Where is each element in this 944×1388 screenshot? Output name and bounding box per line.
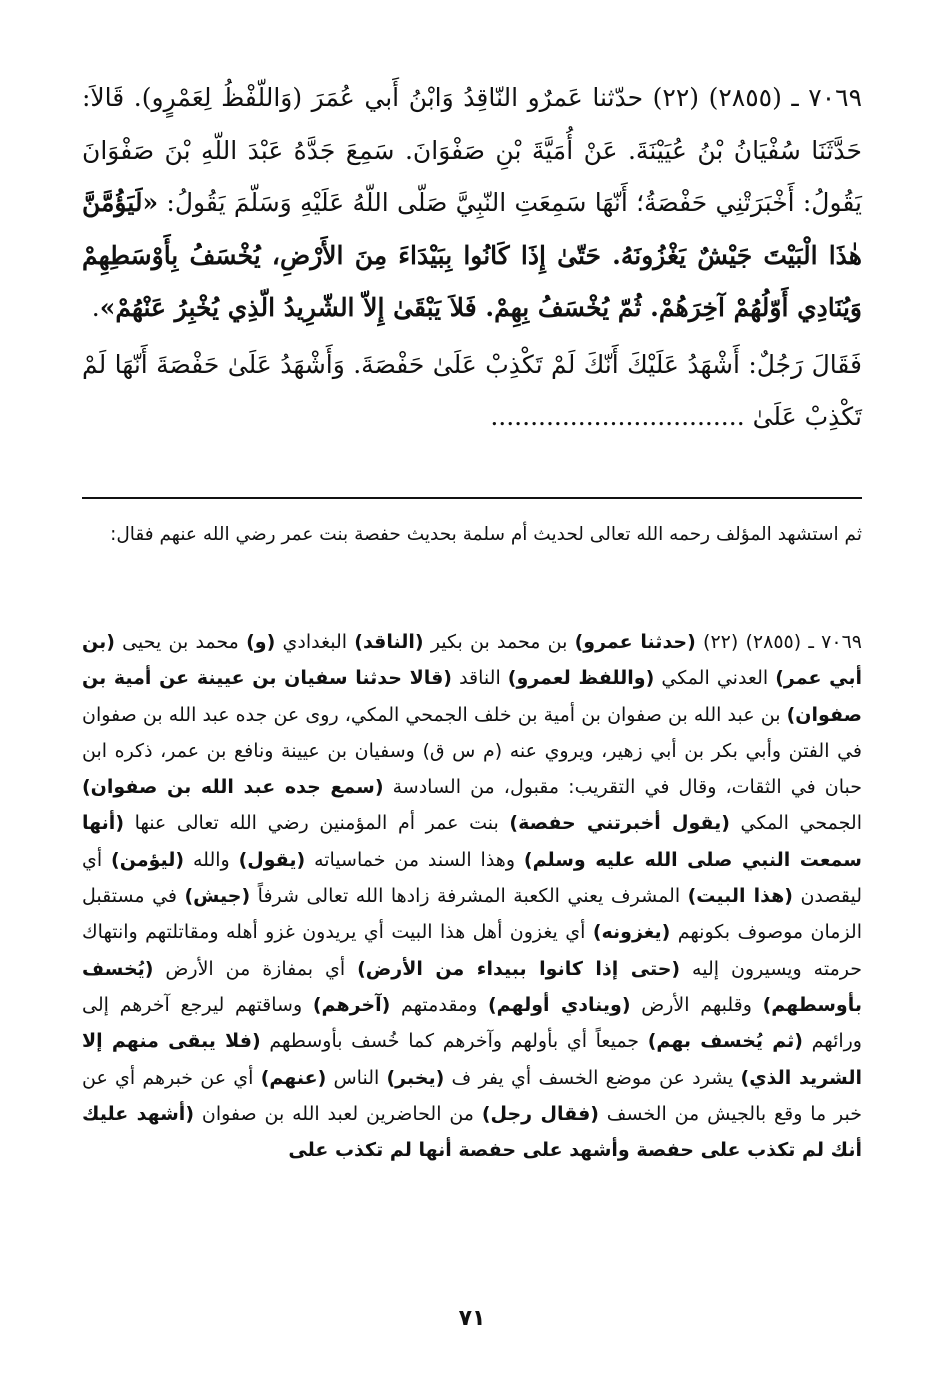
commentary-segment: وهذا السند من خماسياته <box>305 848 524 871</box>
commentary-quoted-segment: (واللفظ لعمرو) <box>507 667 655 690</box>
commentary-quoted-segment: (قالا حدثنا سفيان بن عيينة عن أمية بن صفوان) <box>82 667 862 726</box>
commentary-segment: بن عبد الله بن صفوان بن أمية بن خلف الجمحي المكي، روى عن جده عبد الله بن صفوان في الفتن وأبي بكر بن أبي زهير، ويروي عنه (م س ق) وسفيان بن عيينة ونافع بن عمر، ذكره ابن حبان في الثقات، وقال في التقريب: مقبول، من السادسة <box>82 703 862 799</box>
commentary-segment: أي يغزون أهل هذا البيت أي يريدون غزو أهله ومقاتلتهم وانتهاك حرمته ويسيرون إليه <box>82 921 862 980</box>
commentary-segment: الناس <box>326 1066 387 1089</box>
commentary-segment: جميعاً أي بأولهم وآخرهم كما خُسف بأوسطهم <box>260 1030 648 1053</box>
hadith-chain: ٧٠٦٩ ـ (٢٨٥٥) (٢٢) حدّثنا عَمرٌو النّاقِدُ وَابْنُ أَبي عُمَرَ (وَاللّفْظُ لِعَمْرٍو). قَالاَ: حَدَّثَنَا سُفْيَانُ بْنُ عُيَيْنَةَ. عَنْ أُمَيَّةَ بْنِ صَفْوَانَ. سَمِعَ جَدَّهُ عَبْدَ اللّهِ بْنَ صَفْوَانَ يَقُولُ: أَخْبَرَتْنِي حَفْصَةُ؛ أَنّهَا سَمِعَتِ النّبِيَّ صَلّى اللّهُ عَلَيْهِ وَسَلّمَ يَقُولُ: <box>82 83 862 217</box>
commentary-segment: أي بمفازة من الأرض <box>153 957 358 980</box>
commentary-quoted-segment: (ثم يُخسف بهم) <box>647 1030 803 1053</box>
commentary-segment: بنت عمر أم المؤمنين رضي الله تعالى عنها <box>124 812 510 835</box>
page-number: ٧١ <box>458 1306 486 1331</box>
commentary-segment: الجمحي المكي <box>729 812 862 835</box>
hadith-paragraph-2: فَقَالَ رَجُلٌ: أَشْهَدُ عَلَيْكَ أَنّكَ لَمْ تَكْذِبْ عَلَىٰ حَفْصَةَ. وَأَشْهَدُ عَلَىٰ حَفْصَةَ أَنّهَا لَمْ تَكْذِبْ عَلَىٰ ................................ <box>82 349 862 431</box>
commentary-segment: أي ليقصدن <box>82 848 863 908</box>
commentary-segment: الناقد <box>452 667 508 690</box>
commentary-quoted-segment: (أنها سمعت النبي صلى الله عليه وسلم) <box>82 812 862 871</box>
commentary-segment: المشرف يعني الكعبة المشرفة زادها الله تعالى شرفاً <box>250 885 688 908</box>
commentary-quoted-segment: (يغزونه) <box>592 921 671 944</box>
commentary-segment: محمد بن يحيى <box>114 631 247 653</box>
commentary-quoted-segment: (يُخسف بأوسطهم) <box>82 957 862 1016</box>
commentary-quoted-segment: (حتى إذا كانوا ببيداء من الأرض) <box>357 957 681 980</box>
commentary-segment: البغدادي <box>275 631 355 653</box>
commentary-segment: وقلبهم الأرض <box>630 993 763 1016</box>
commentary-segment: ومقدمتهم <box>390 993 488 1016</box>
commentary-quoted-segment: (فلا يبقى منهم إلا الشريد الذي) <box>82 1030 862 1089</box>
commentary-text <box>82 624 862 1168</box>
commentary-quoted-segment: (يقول أخبرتني حفصة) <box>509 812 730 835</box>
commentary-quoted-segment: (ليؤمن) <box>111 848 185 871</box>
commentary-segment: بن محمد بن بكير <box>423 631 575 653</box>
commentary-quoted-segment: (هذا البيت) <box>687 885 793 908</box>
commentary-quoted-segment: (فقال رجل) <box>481 1102 599 1125</box>
commentary-quoted-segment: (بن أبي عمر) <box>82 631 862 690</box>
hadith-text <box>82 72 862 444</box>
commentary-quoted-segment: (يخبر) <box>386 1066 445 1089</box>
commentary-quoted-segment: (سمع جده عبد الله بن صفوان) <box>82 776 384 799</box>
commentary-quoted-segment: (جيش) <box>184 885 251 908</box>
commentary-segment: من الحاضرين لعبد الله بن صفوان <box>194 1102 482 1125</box>
commentary-quoted-segment: (عنهم) <box>260 1066 327 1089</box>
commentary-quoted-segment: (و) <box>246 631 276 653</box>
hadith-paragraph-1 <box>82 72 862 335</box>
footnote-divider <box>82 497 862 499</box>
commentary-quoted-segment: (وينادي أولهم) <box>487 993 631 1016</box>
commentary-quoted-segment: (أشهد عليك أنك لم تكذب على حفصة وأشهد على حفصة أنها لم تكذب على <box>82 1102 862 1162</box>
commentary-segment: العدني المكي <box>654 667 776 690</box>
commentary-segment: في مستقبل الزمان موصوف بكونهم <box>82 885 862 944</box>
commentary-quoted-segment: (آخرهم) <box>312 993 391 1016</box>
commentary-segment: يشرد عن موضع الخسف أي يفر ف <box>444 1066 741 1089</box>
commentary-intro: ثم استشهد المؤلف رحمه الله تعالى لحديث أم سلمة بحديث حفصة بنت عمر رضي الله عنهم فقال: <box>110 524 862 545</box>
commentary-segment: وساقتهم ليرجع آخرهم إلى ورائهم <box>82 993 862 1053</box>
hadith-saying: «لَيَؤُمَّنَّ هٰذَا الْبَيْتَ جَيْشٌ يَغْزُونَهُ. حَتّىٰ إِذَا كَانُوا بِبَيْدَاءَ مِنَ الأَرْضِ، يُخْسَفُ بِأَوْسَطِهِمْ وَيُنَادِي أَوّلُهُمْ آخِرَهُمْ. ثُمّ يُخْسَفُ بِهِمْ. فَلاَ يَبْقَىٰ إِلاّ الشّرِيدُ الّذِي يُخْبِرُ عَنْهُمْ» <box>82 188 862 322</box>
commentary-segment: أي عن خبرهم أي عن خبر ما وقع بالجيش من الخسف <box>82 1066 863 1125</box>
commentary-segment: ٧٠٦٩ ـ (٢٨٥٥) (٢٢) <box>695 631 862 653</box>
commentary-quoted-segment: (الناقد) <box>354 631 424 653</box>
hadith-end-mark: . <box>91 293 100 322</box>
commentary-quoted-segment: (يقول) <box>238 848 306 871</box>
commentary-quoted-segment: (حدثنا عمرو) <box>574 631 696 653</box>
commentary-segment: والله <box>184 848 239 871</box>
